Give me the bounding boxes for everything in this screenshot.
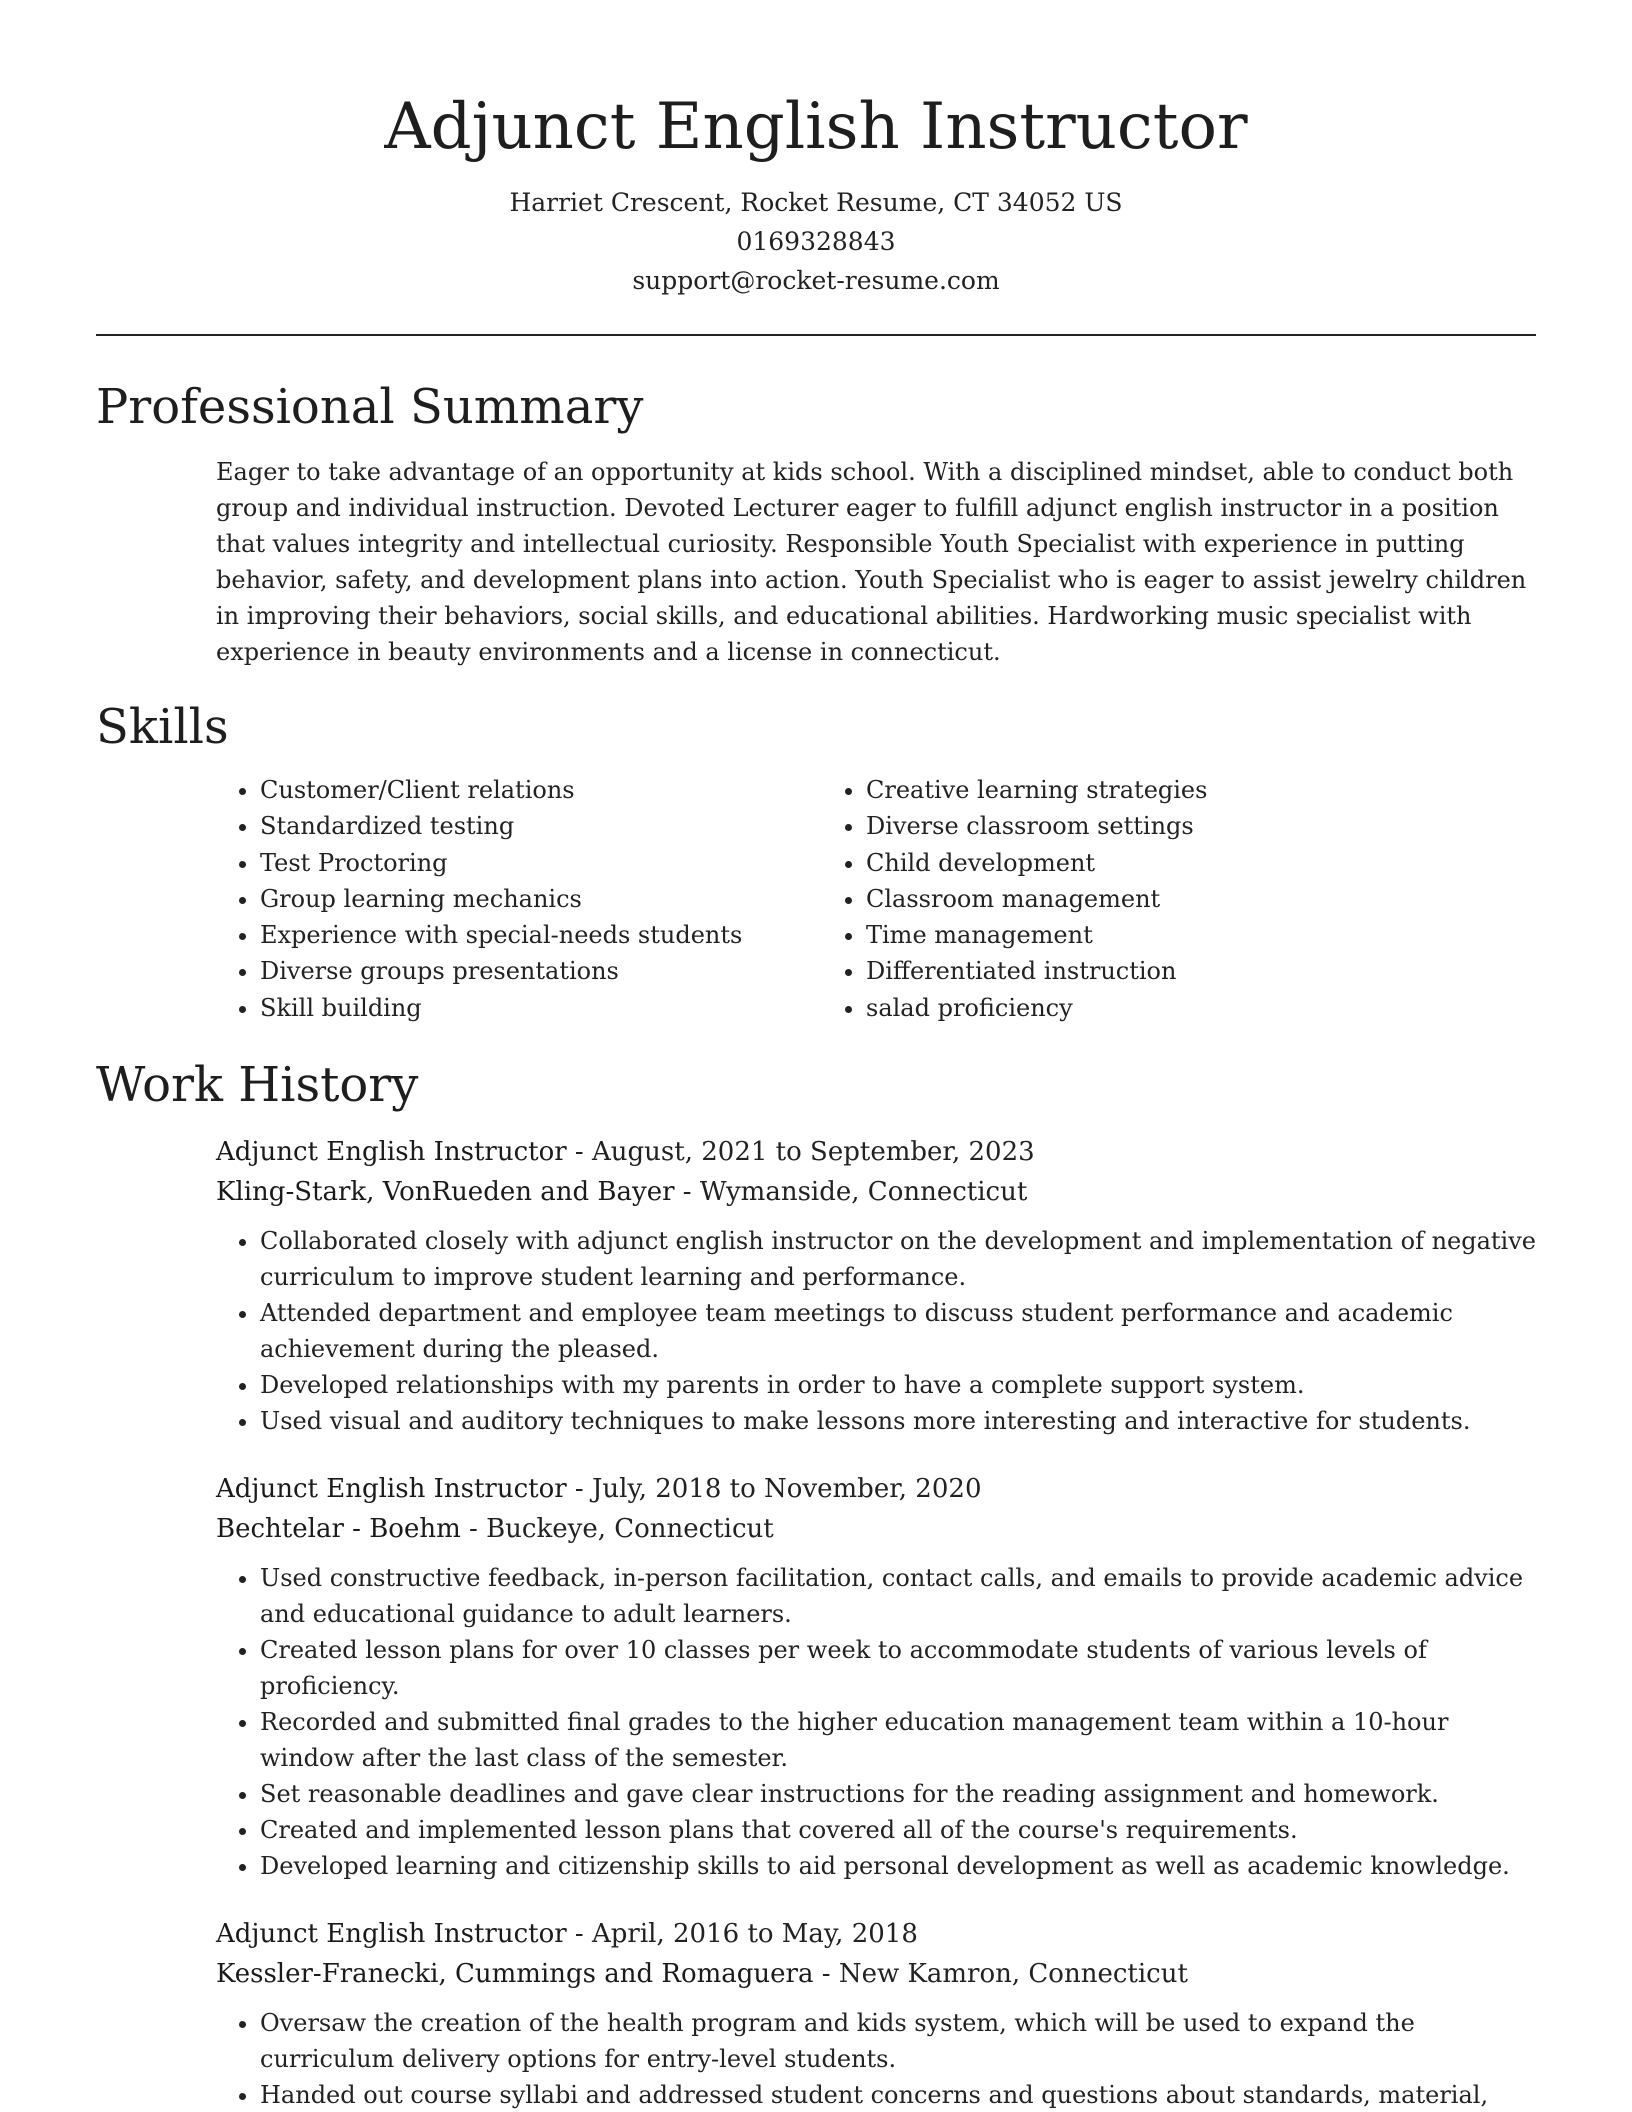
job-bullet: • Handed out course syllabi and addressed student concerns and questions about standards, material, (260, 2077, 1536, 2112)
skill-item: • Customer/Client relations (260, 772, 822, 808)
contact-phone: 0169328843 (736, 227, 896, 256)
job-separator: - (674, 1177, 700, 1208)
header-divider (96, 334, 1536, 336)
job-separator: - (566, 1919, 592, 1950)
job-separator: - (566, 1137, 592, 1168)
contact-block (96, 183, 1536, 300)
job-bullet: • Attended department and employee team meetings to discuss student performance and academic achievement during the pleased. (260, 1295, 1536, 1367)
skills-list (216, 772, 1536, 1026)
job-company-line (216, 1509, 1536, 1549)
candidate-title: Adjunct English Instructor (384, 90, 1248, 164)
job-bullet: • Oversaw the creation of the health program and kids system, which will be used to expand the curriculum delivery options for entry-level students. (260, 2005, 1536, 2077)
job-bullet: • Created lesson plans for over 10 classes per week to accommodate students of various levels of proficiency. (260, 1632, 1536, 1704)
job-entry (216, 1914, 1536, 2112)
job-separator: - (460, 1514, 487, 1545)
job-bullet: • Developed relationships with my parents in order to have a complete support system. (260, 1367, 1536, 1403)
summary-heading: Professional Summary (96, 379, 644, 435)
job-bullet: • Collaborated closely with adjunct english instructor on the development and implementation of negative curriculum to improve student learning and performance. (260, 1223, 1536, 1295)
job-company-line (216, 1954, 1536, 1994)
job-role: Adjunct English Instructor (216, 1919, 567, 1950)
skill-item: • Time management (866, 917, 1536, 953)
job-role-line (216, 1132, 1536, 1172)
skill-item: • Classroom management (866, 881, 1536, 917)
job-company: Kling-Stark, VonRueden and Bayer (216, 1177, 675, 1208)
skill-item: • Experience with special-needs students (260, 917, 822, 953)
job-dates: August, 2021 to September, 2023 (592, 1137, 1035, 1168)
job-bullet: • Set reasonable deadlines and gave clear instructions for the reading assignment and homework. (260, 1776, 1536, 1812)
summary-text: Eager to take advantage of an opportunity at kids school. With a disciplined mindset, able to conduct both group and individual instruction. Devoted Lecturer eager to fulfill adjunct english instructor in a position that values integrity and intellectual curiosity. Responsible Youth Specialist with experience in putting behavior, safety, and development plans into action. Youth Specialist who is eager to assist jewelry children in improving their behaviors, social skills, and educational abilities. Hardworking music specialist with experience in beauty environments and a license in connecticut. (216, 458, 1527, 666)
skill-item: • Standardized testing (260, 808, 822, 844)
job-entry (216, 1132, 1536, 1439)
job-bullet: • Developed learning and citizenship skills to aid personal development as well as academic knowledge. (260, 1848, 1536, 1884)
job-bullet: • Used visual and auditory techniques to make lessons more interesting and interactive for students. (260, 1403, 1536, 1439)
job-location: Buckeye, Connecticut (486, 1514, 774, 1545)
contact-email: support@rocket-resume.com (632, 266, 1000, 295)
job-entry (216, 1469, 1536, 1884)
job-role-line (216, 1914, 1536, 1954)
job-dates: April, 2016 to May, 2018 (592, 1919, 918, 1950)
job-bullet: • Used constructive feedback, in-person facilitation, contact calls, and emails to provide academic advice and educational guidance to adult learners. (260, 1560, 1536, 1632)
job-location: Wymanside, Connecticut (699, 1177, 1028, 1208)
skill-item: • Test Proctoring (260, 845, 822, 881)
job-separator: - (566, 1474, 592, 1505)
skill-item: • Creative learning strategies (866, 772, 1536, 808)
skill-item: • Diverse groups presentations (260, 953, 822, 989)
job-bullets (216, 2005, 1536, 2112)
job-bullet: • Recorded and submitted final grades to the higher education management team within a 10-hour window after the last class of the semester. (260, 1704, 1536, 1776)
job-role-line (216, 1469, 1536, 1509)
job-location: New Kamron, Connecticut (838, 1959, 1188, 1990)
resume-header (96, 0, 1536, 300)
skill-item: • salad proficiency (866, 990, 1536, 1026)
job-role: Adjunct English Instructor (216, 1137, 567, 1168)
job-dates: July, 2018 to November, 2020 (592, 1474, 982, 1505)
skills-column-left (216, 772, 822, 1026)
job-bullets (216, 1560, 1536, 1884)
job-company: Kessler-Franecki, Cummings and Romaguera (216, 1959, 814, 1990)
job-separator: - (813, 1959, 839, 1990)
skills-heading: Skills (96, 699, 229, 755)
job-company: Bechtelar - Boehm (216, 1514, 461, 1545)
skill-item: • Skill building (260, 990, 822, 1026)
skill-item: • Diverse classroom settings (866, 808, 1536, 844)
job-bullet: • Created and implemented lesson plans that covered all of the course's requirements. (260, 1812, 1536, 1848)
skill-item: • Child development (866, 845, 1536, 881)
contact-address: Harriet Crescent, Rocket Resume, CT 34052 US (509, 188, 1123, 217)
skills-column-right (822, 772, 1536, 1026)
work-history-heading: Work History (96, 1057, 419, 1114)
job-bullets (216, 1223, 1536, 1439)
skill-item: • Group learning mechanics (260, 881, 822, 917)
job-company-line (216, 1172, 1536, 1212)
skill-item: • Differentiated instruction (866, 953, 1536, 989)
job-role: Adjunct English Instructor (216, 1474, 567, 1505)
